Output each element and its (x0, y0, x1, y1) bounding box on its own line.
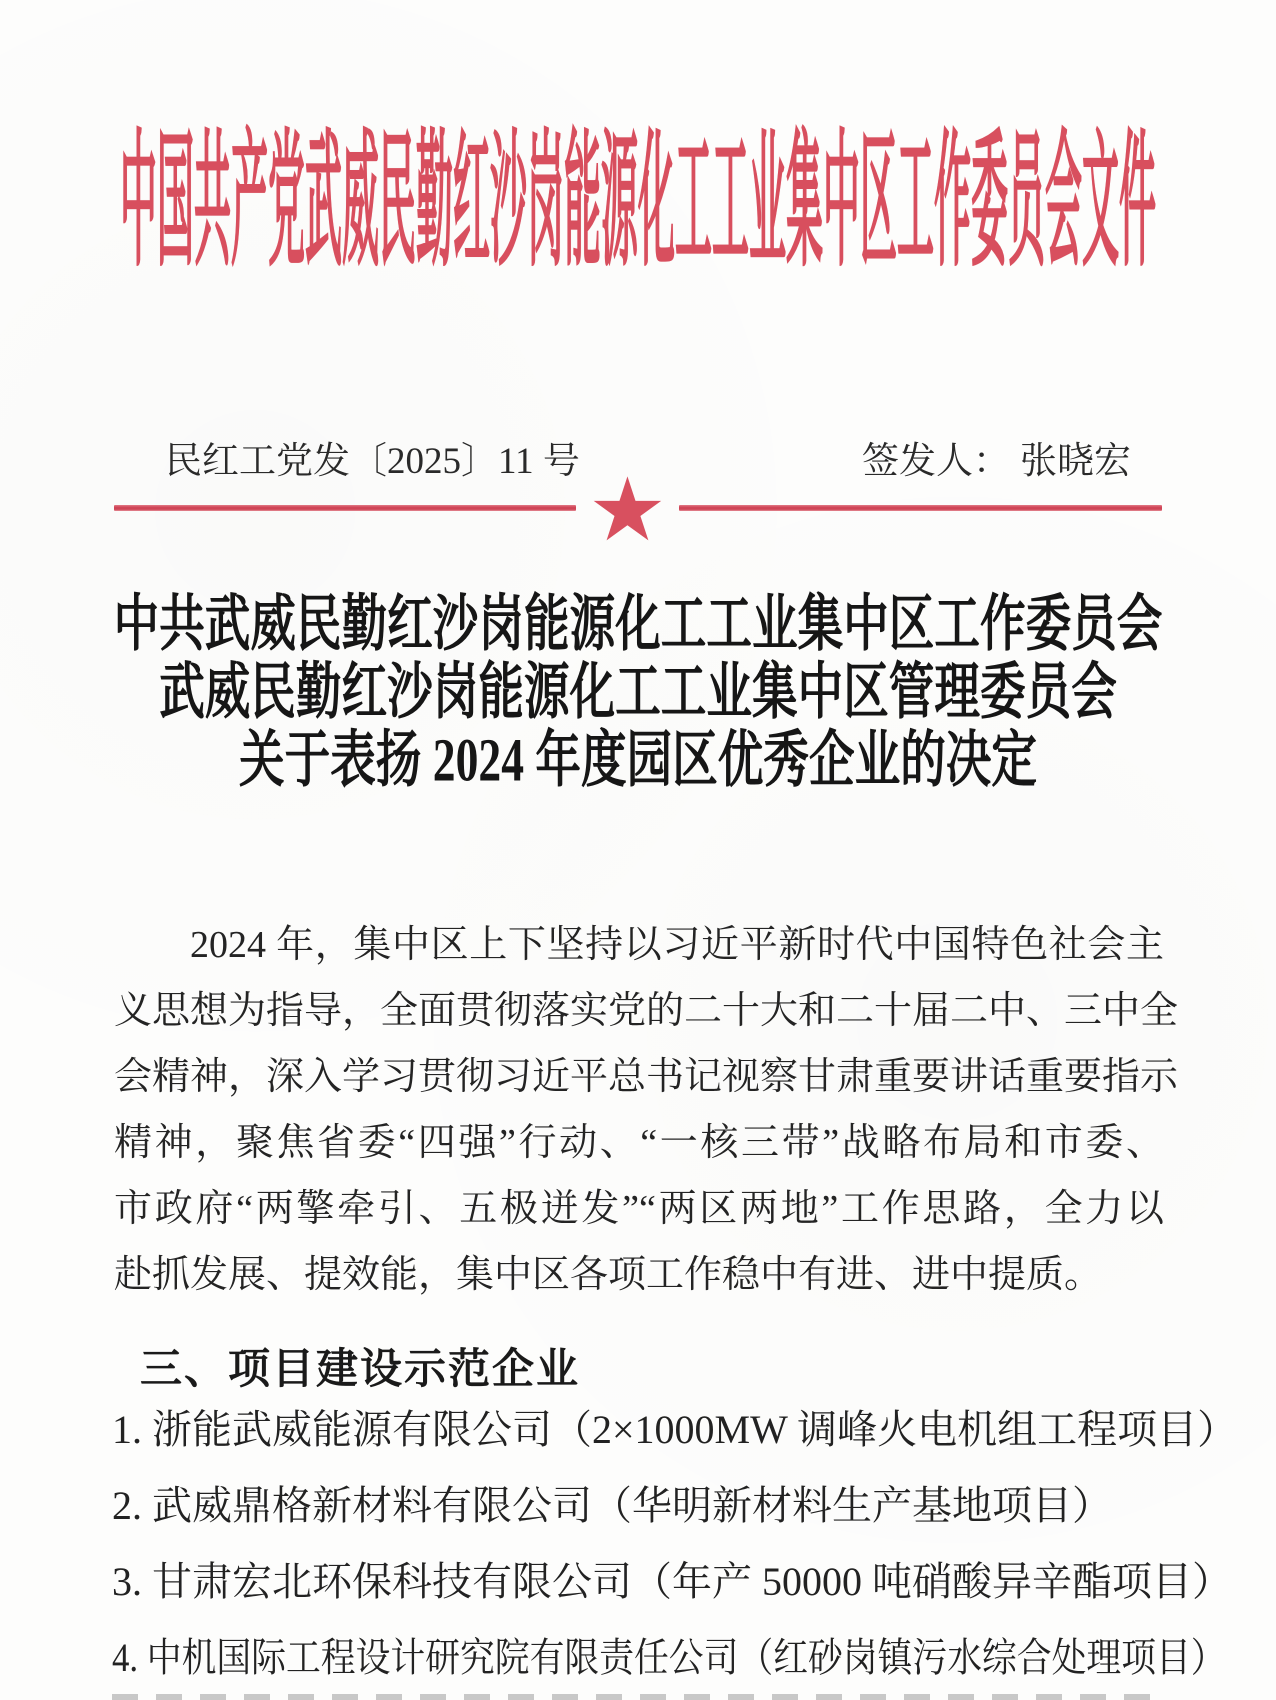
list-item: 4. 中机国际工程设计研究院有限责任公司（红砂岗镇污水综合处理项目） (112, 1635, 1226, 1680)
list-item: 3. 甘肃宏北环保科技有限公司（年产 50000 吨硝酸异辛酯项目） (112, 1559, 1232, 1604)
divider-line-left (114, 505, 576, 511)
title-line-2: 武威民勤红沙岗能源化工工业集中区管理委员会 (159, 658, 1117, 726)
enterprise-list (112, 1392, 1272, 1696)
issuing-authority-banner-text: 中国共产党武威民勤红沙岗能源化工工业集中区工作委员会文件 (120, 121, 1156, 285)
star-icon: ★ (588, 458, 667, 561)
signer-label: 签发人： (862, 441, 1010, 482)
list-item: 2. 武威鼎格新材料有限公司（华明新材料生产基地项目） (112, 1483, 1112, 1528)
paragraph-line: 精神，聚焦省委“四强”行动、“一核三带”战略布局和市委、 (114, 1122, 1164, 1164)
document-number: 民红工党发〔2025〕11 号 (165, 441, 580, 482)
body-paragraph (114, 912, 1179, 1308)
paragraph-line: 2024 年，集中区上下坚持以习近平新时代中国特色社会主 (190, 924, 1164, 966)
paragraph-line: 义思想为指导，全面贯彻落实党的二十大和二十届二中、三中全 (114, 990, 1179, 1032)
section-heading: 三、项目建设示范企业 (140, 1345, 581, 1392)
divider-line-right (679, 505, 1162, 511)
document-title (0, 590, 1276, 794)
title-line-3: 关于表扬 2024 年度园区优秀企业的决定 (239, 726, 1037, 794)
paragraph-line: 会精神，深入学习贯彻习近平总书记视察甘肃重要讲话重要指示 (114, 1056, 1179, 1098)
red-header-banner (0, 121, 1276, 288)
scan-cutoff-artifact (112, 1694, 1156, 1700)
list-item: 1. 浙能武威能源有限公司（2×1000MW 调峰火电机组工程项目） (112, 1407, 1238, 1452)
signer-name: 张晓宏 (1020, 441, 1131, 482)
title-line-1: 中共武威民勤红沙岗能源化工工业集中区工作委员会 (113, 590, 1163, 658)
paragraph-line: 市政府“两擎牵引、五极迸发”“两区两地”工作思路，全力以 (114, 1188, 1164, 1230)
paragraph-line: 赴抓发展、提效能，集中区各项工作稳中有进、进中提质。 (114, 1254, 1103, 1296)
